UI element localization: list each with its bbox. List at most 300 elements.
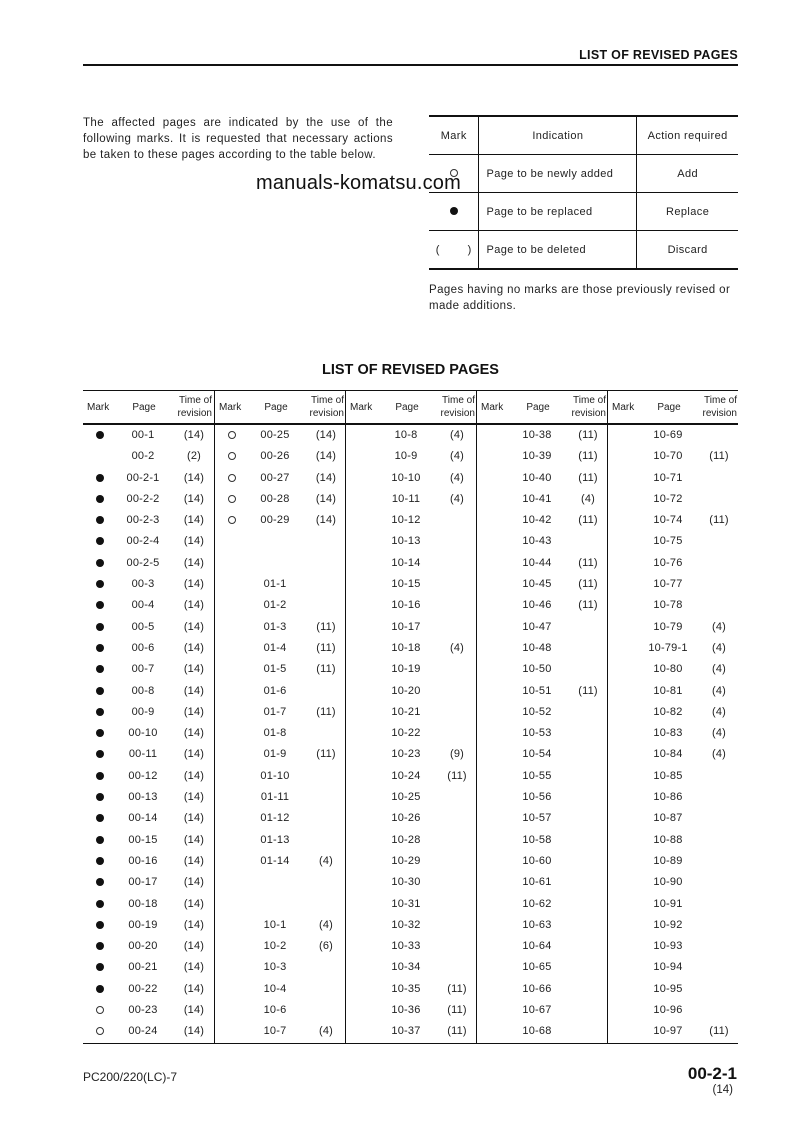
row-time-of-revision: (14) (183, 641, 205, 654)
row-mark (227, 494, 237, 504)
row-mark (620, 984, 630, 994)
row-page: 01-11 (260, 791, 290, 804)
table-row (346, 766, 477, 787)
row-mark (227, 558, 237, 568)
table-row (215, 489, 346, 510)
row-page: 00-20 (128, 940, 158, 953)
table-row (346, 425, 477, 446)
row-page: 10-7 (263, 1025, 287, 1038)
row-mark (489, 962, 499, 972)
row-page: 00-2-1 (126, 471, 160, 484)
row-mark (620, 1026, 630, 1036)
table-row (346, 574, 477, 595)
table-row (83, 468, 214, 489)
filled-circle-icon (96, 516, 104, 524)
footer-model: PC200/220(LC)-7 (83, 1070, 178, 1084)
row-mark (358, 920, 368, 930)
row-time-of-revision: (14) (183, 556, 205, 569)
row-page: 10-97 (653, 1025, 683, 1038)
table-row (83, 787, 214, 808)
row-mark (95, 749, 105, 759)
row-page: 10-1 (263, 918, 287, 931)
row-time-of-revision: (14) (183, 492, 205, 505)
row-mark (620, 835, 630, 845)
table-row (346, 638, 477, 659)
table-row (346, 894, 477, 915)
row-page: 10-28 (391, 833, 421, 846)
header-page: Page (657, 402, 681, 413)
row-time-of-revision: (14) (183, 727, 205, 740)
row-page: 00-1 (131, 429, 155, 441)
row-page: 10-89 (653, 854, 683, 867)
row-time-of-revision: (14) (183, 940, 205, 953)
table-column (476, 391, 608, 1043)
row-time-of-revision: (11) (447, 1025, 467, 1038)
row-mark (227, 877, 237, 887)
filled-circle-icon (96, 793, 104, 801)
table-row (215, 979, 346, 1000)
row-mark (489, 877, 499, 887)
legend-row-add (429, 155, 738, 193)
row-page: 10-6 (263, 1004, 287, 1017)
row-page: 00-26 (260, 450, 290, 463)
row-page: 10-56 (522, 791, 552, 804)
row-page: 10-37 (391, 1025, 421, 1038)
row-page: 10-18 (391, 641, 421, 654)
row-mark (489, 749, 499, 759)
row-page: 00-3 (131, 578, 155, 591)
row-page: 10-55 (522, 769, 552, 782)
row-mark (620, 579, 630, 589)
table-row (608, 659, 739, 680)
row-page: 10-53 (522, 727, 552, 740)
row-mark (95, 473, 105, 483)
table-row (346, 744, 477, 765)
row-page: 00-10 (128, 727, 158, 740)
row-mark (95, 515, 105, 525)
row-page: 10-13 (391, 535, 421, 548)
row-mark (227, 515, 237, 525)
filled-circle-icon (96, 644, 104, 652)
row-time-of-revision: (11) (316, 620, 336, 633)
header-time-of-revision: Time of revision (702, 395, 737, 419)
row-page: 10-46 (522, 599, 552, 612)
table-row (346, 489, 477, 510)
row-time-of-revision: (4) (580, 492, 596, 505)
table-row (477, 979, 608, 1000)
table-row (346, 595, 477, 616)
table-row (215, 830, 346, 851)
table-row (215, 766, 346, 787)
table-row (608, 446, 739, 467)
row-mark (489, 920, 499, 930)
filled-circle-icon (96, 495, 104, 503)
row-time-of-revision: (14) (315, 429, 337, 441)
row-page: 10-80 (653, 663, 683, 676)
table-row (477, 936, 608, 957)
row-mark (95, 771, 105, 781)
table-row (477, 787, 608, 808)
table-row (477, 723, 608, 744)
table-row (608, 872, 739, 893)
filled-circle-icon (96, 537, 104, 545)
row-page: 10-87 (653, 812, 683, 825)
row-page: 10-91 (653, 897, 683, 910)
filled-circle-icon (96, 665, 104, 673)
row-mark (95, 920, 105, 930)
row-mark (227, 473, 237, 483)
row-mark (227, 835, 237, 845)
row-page: 10-92 (653, 918, 683, 931)
row-page: 00-24 (128, 1025, 158, 1038)
filled-circle-icon (96, 601, 104, 609)
table-row (346, 446, 477, 467)
row-mark (227, 451, 237, 461)
table-row (477, 574, 608, 595)
row-time-of-revision: (14) (183, 982, 205, 995)
row-mark (620, 749, 630, 759)
open-circle-icon (228, 452, 236, 460)
row-page: 10-84 (653, 748, 683, 761)
row-page: 10-47 (522, 620, 552, 633)
row-mark (227, 622, 237, 632)
row-page: 10-30 (391, 876, 421, 889)
row-page: 00-29 (260, 514, 290, 527)
row-page: 00-25 (260, 429, 290, 441)
row-mark (95, 451, 105, 461)
table-row (346, 510, 477, 531)
filled-circle-icon (96, 687, 104, 695)
row-mark (620, 473, 630, 483)
filled-circle-icon (96, 431, 104, 439)
row-mark (489, 494, 499, 504)
row-page: 10-16 (391, 599, 421, 612)
row-page: 00-28 (260, 492, 290, 505)
header-mark: Mark (481, 402, 504, 413)
row-mark (620, 728, 630, 738)
table-row (346, 553, 477, 574)
legend-row-replace (429, 193, 738, 231)
row-mark (358, 941, 368, 951)
row-time-of-revision: (4) (449, 471, 465, 484)
row-time-of-revision: (11) (578, 556, 598, 569)
table-row (477, 617, 608, 638)
table-row (608, 468, 739, 489)
row-page: 10-64 (522, 940, 552, 953)
row-page: 00-7 (131, 663, 155, 676)
revised-pages-table (83, 390, 738, 1044)
row-mark (489, 686, 499, 696)
row-page: 10-79-1 (648, 641, 688, 654)
filled-circle-icon (96, 814, 104, 822)
row-mark (358, 835, 368, 845)
table-row (83, 915, 214, 936)
table-row (83, 957, 214, 978)
row-page: 10-75 (653, 535, 683, 548)
table-row (346, 851, 477, 872)
open-circle-icon (228, 474, 236, 482)
table-row (346, 830, 477, 851)
table-column (607, 391, 739, 1043)
table-row (215, 744, 346, 765)
row-time-of-revision: (14) (183, 684, 205, 697)
table-row (608, 851, 739, 872)
row-page: 10-90 (653, 876, 683, 889)
table-row (83, 595, 214, 616)
row-page: 10-88 (653, 833, 683, 846)
table-row (83, 531, 214, 552)
row-time-of-revision: (4) (449, 450, 465, 463)
table-row (477, 830, 608, 851)
table-row (215, 510, 346, 531)
row-page: 10-95 (653, 982, 683, 995)
column-header (608, 391, 739, 423)
row-mark (489, 451, 499, 461)
row-mark (489, 728, 499, 738)
row-mark (358, 813, 368, 823)
row-time-of-revision: (14) (183, 1004, 205, 1017)
row-mark (358, 600, 368, 610)
row-page: 10-57 (522, 812, 552, 825)
table-row (608, 936, 739, 957)
filled-circle-icon (96, 942, 104, 950)
table-row (608, 787, 739, 808)
table-row (83, 617, 214, 638)
row-page: 10-93 (653, 940, 683, 953)
filled-circle-icon (96, 580, 104, 588)
row-page: 10-43 (522, 535, 552, 548)
column-header (346, 391, 477, 423)
table-row (83, 702, 214, 723)
row-page: 01-14 (260, 854, 290, 867)
row-page: 00-23 (128, 1004, 158, 1017)
row-page: 10-48 (522, 641, 552, 654)
header-time-of-revision: Time of revision (440, 395, 475, 419)
row-page: 01-8 (263, 727, 287, 740)
legend-row-discard (429, 231, 738, 270)
row-time-of-revision: (14) (183, 1025, 205, 1038)
row-page: 10-69 (653, 429, 683, 441)
row-page: 10-8 (394, 429, 418, 441)
row-mark (358, 707, 368, 717)
column-header (477, 391, 608, 423)
row-mark (95, 984, 105, 994)
row-page: 10-62 (522, 897, 552, 910)
row-page: 10-68 (522, 1025, 552, 1038)
row-time-of-revision: (14) (315, 471, 337, 484)
row-mark (620, 643, 630, 653)
table-row (477, 638, 608, 659)
row-mark (95, 962, 105, 972)
table-row (346, 681, 477, 702)
table-row (608, 894, 739, 915)
row-mark (620, 1005, 630, 1015)
table-row (608, 723, 739, 744)
row-time-of-revision: (14) (183, 535, 205, 548)
row-time-of-revision: (9) (449, 748, 465, 761)
table-row (346, 723, 477, 744)
table-row (83, 979, 214, 1000)
row-time-of-revision: (14) (315, 514, 337, 527)
row-mark (489, 536, 499, 546)
table-row (83, 489, 214, 510)
table-row (477, 468, 608, 489)
row-mark (227, 792, 237, 802)
row-page: 10-33 (391, 940, 421, 953)
row-time-of-revision: (14) (183, 705, 205, 718)
row-time-of-revision: (11) (578, 471, 598, 484)
row-page: 10-79 (653, 620, 683, 633)
row-time-of-revision: (4) (449, 492, 465, 505)
table-row (346, 531, 477, 552)
row-page: 10-21 (391, 705, 421, 718)
table-row (83, 659, 214, 680)
row-time-of-revision: (11) (709, 514, 729, 527)
legend-indication: Page to be newly added (479, 155, 637, 193)
row-page: 10-65 (522, 961, 552, 974)
row-page: 10-94 (653, 961, 683, 974)
table-row (477, 894, 608, 915)
row-page: 10-41 (522, 492, 552, 505)
row-mark (95, 813, 105, 823)
row-page: 10-22 (391, 727, 421, 740)
row-mark (489, 813, 499, 823)
table-row (346, 1021, 477, 1042)
row-page: 00-2-3 (126, 514, 160, 527)
row-time-of-revision: (14) (183, 876, 205, 889)
filled-circle-icon (96, 857, 104, 865)
open-circle-icon (228, 495, 236, 503)
table-row (215, 638, 346, 659)
table-row (215, 936, 346, 957)
row-page: 10-45 (522, 578, 552, 591)
intro-paragraph: The affected pages are indicated by the use of the following marks. It is requested that necessary actions be taken to these pages according to the table below. (83, 117, 393, 161)
table-row (477, 957, 608, 978)
row-page: 00-21 (128, 961, 158, 974)
table-row (215, 617, 346, 638)
row-time-of-revision: (11) (578, 450, 598, 463)
row-page: 10-54 (522, 748, 552, 761)
row-time-of-revision: (14) (183, 833, 205, 846)
row-page: 00-9 (131, 705, 155, 718)
legend-action: Add (637, 155, 738, 193)
footer-page-number: 00-2-1 (687, 1064, 737, 1083)
row-page: 10-20 (391, 684, 421, 697)
legend-note: Pages having no marks are those previously revised or made additions. (429, 284, 731, 312)
row-mark (358, 664, 368, 674)
table-row (215, 702, 346, 723)
row-page: 01-1 (263, 578, 287, 591)
header-mark: Mark (87, 402, 110, 413)
row-mark (358, 451, 368, 461)
row-page: 01-4 (263, 641, 287, 654)
row-time-of-revision: (11) (447, 1004, 467, 1017)
table-row (608, 595, 739, 616)
row-mark (95, 558, 105, 568)
row-time-of-revision: (4) (318, 1025, 334, 1038)
row-mark (95, 1026, 105, 1036)
row-mark (358, 749, 368, 759)
row-time-of-revision: (11) (709, 1025, 729, 1038)
row-page: 00-17 (128, 876, 158, 889)
row-mark (227, 707, 237, 717)
row-mark (620, 707, 630, 717)
row-page: 10-2 (263, 940, 287, 953)
table-row (83, 638, 214, 659)
row-mark (95, 494, 105, 504)
row-mark (227, 771, 237, 781)
row-mark (227, 984, 237, 994)
row-mark (358, 494, 368, 504)
row-page: 01-13 (260, 833, 290, 846)
row-page: 10-86 (653, 791, 683, 804)
row-mark (95, 856, 105, 866)
table-row (83, 1000, 214, 1021)
row-page: 01-2 (263, 599, 287, 612)
table-row (346, 936, 477, 957)
footer-revision: (14) (712, 1084, 733, 1096)
row-mark (95, 1005, 105, 1015)
row-mark (620, 430, 630, 440)
row-page: 10-32 (391, 918, 421, 931)
row-time-of-revision: (6) (318, 940, 334, 953)
table-row (477, 446, 608, 467)
row-mark (489, 1005, 499, 1015)
row-time-of-revision: (11) (578, 578, 598, 591)
row-page: 10-70 (653, 450, 683, 463)
parentheses-icon: ( ) (435, 243, 472, 256)
table-row (608, 681, 739, 702)
row-mark (358, 473, 368, 483)
header-rule (83, 64, 738, 66)
row-time-of-revision: (4) (711, 684, 727, 697)
row-mark (95, 941, 105, 951)
table-row (608, 1021, 739, 1042)
row-mark (358, 686, 368, 696)
table-row (608, 510, 739, 531)
row-page: 10-36 (391, 1004, 421, 1017)
row-mark (358, 856, 368, 866)
row-page: 00-13 (128, 791, 158, 804)
row-mark (95, 707, 105, 717)
row-page: 10-14 (391, 556, 421, 569)
table-row (608, 1000, 739, 1021)
legend-action: Replace (637, 193, 738, 231)
row-mark (620, 494, 630, 504)
table-row (477, 510, 608, 531)
row-time-of-revision: (14) (315, 492, 337, 505)
row-page: 10-51 (522, 684, 552, 697)
row-mark (95, 728, 105, 738)
row-mark (620, 856, 630, 866)
row-page: 00-19 (128, 918, 158, 931)
row-page: 01-9 (263, 748, 287, 761)
table-row (215, 681, 346, 702)
row-page: 10-96 (653, 1004, 683, 1017)
row-mark (620, 941, 630, 951)
row-mark (95, 643, 105, 653)
row-mark (358, 962, 368, 972)
row-mark (489, 558, 499, 568)
row-time-of-revision: (14) (183, 620, 205, 633)
open-circle-icon (228, 431, 236, 439)
row-mark (95, 536, 105, 546)
row-time-of-revision: (14) (183, 961, 205, 974)
row-mark (620, 664, 630, 674)
row-time-of-revision: (11) (316, 748, 336, 761)
row-page: 00-5 (131, 620, 155, 633)
row-mark (620, 962, 630, 972)
